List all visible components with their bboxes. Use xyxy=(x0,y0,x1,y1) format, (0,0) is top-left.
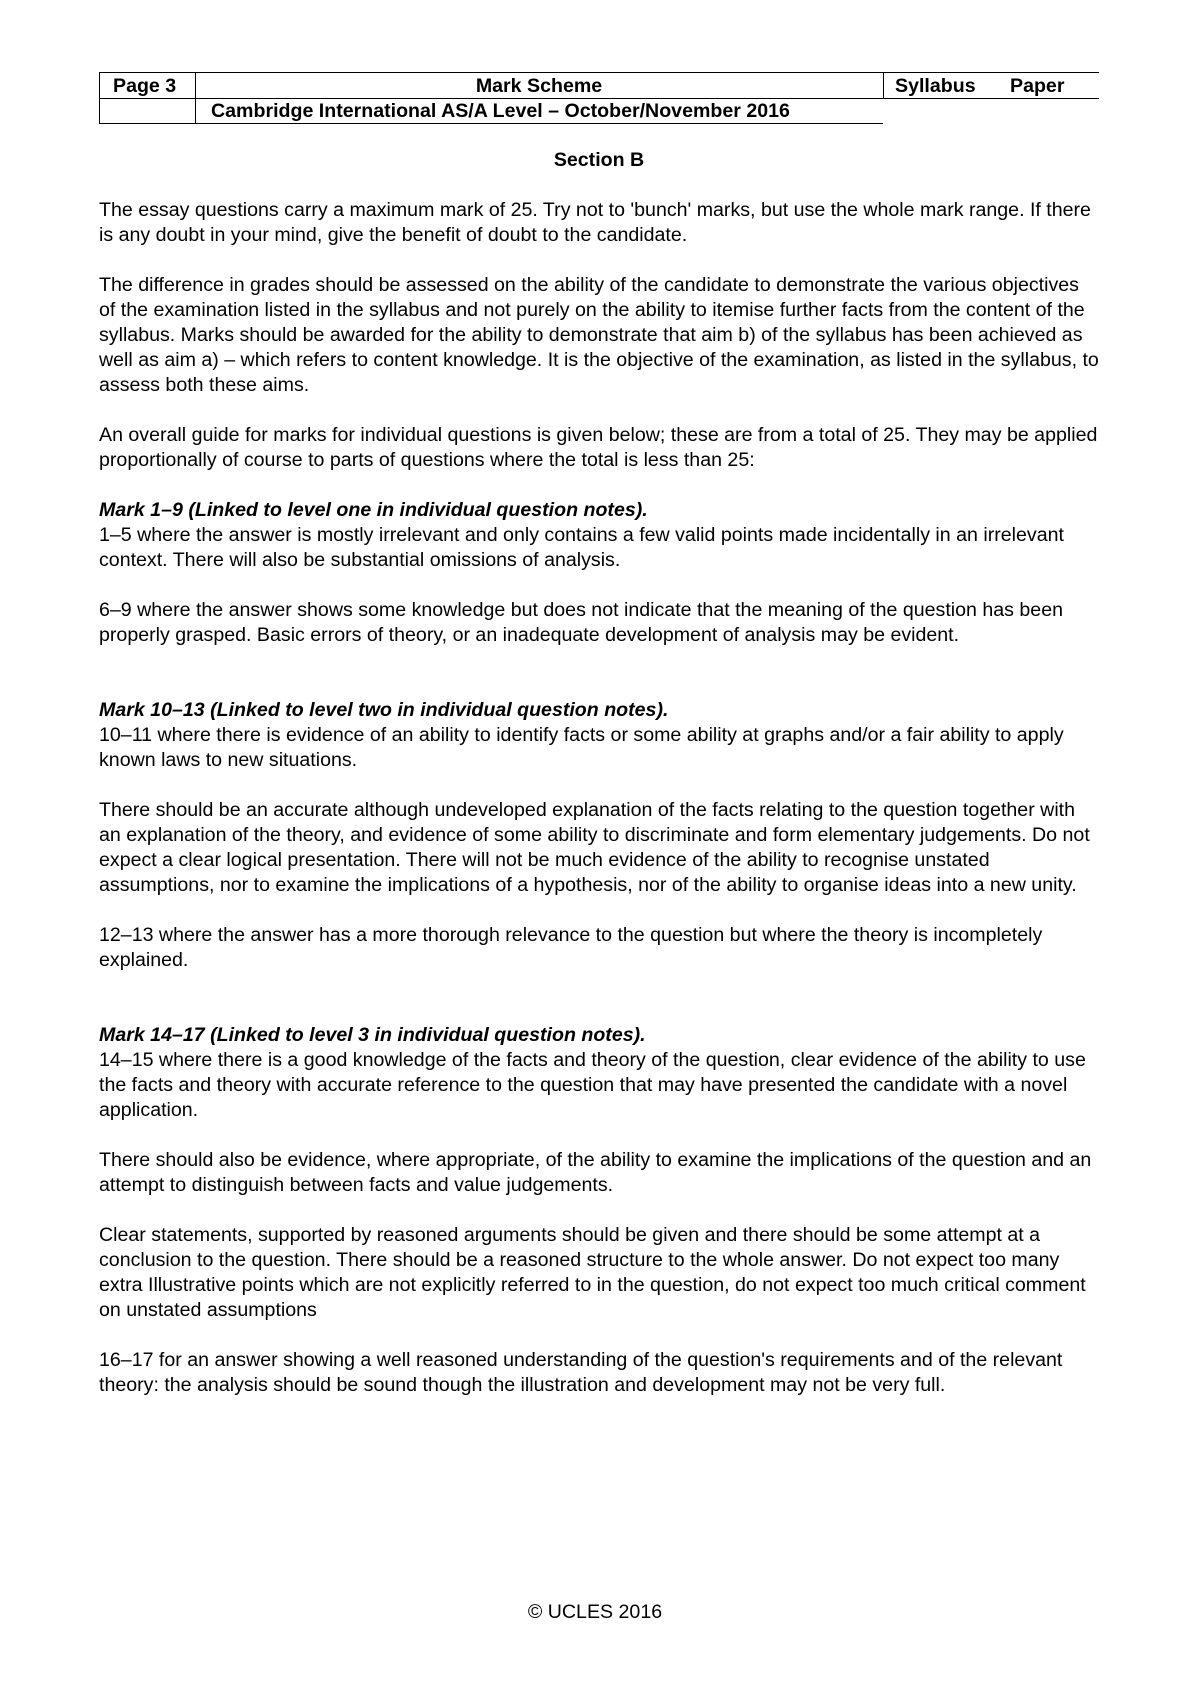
mark-band-paragraph: There should also be evidence, where appropriate, of the ability to examine the implications of the question and an attempt to distinguish between facts and value judgements. xyxy=(99,1149,1092,1196)
header-table xyxy=(99,72,1099,125)
mark-band-paragraph: 1–5 where the answer is mostly irrelevant and only contains a few valid points made incidentally in an irrelevant context. There will also be substantial omissions of analysis. xyxy=(99,524,1064,571)
mark-band-paragraph: Clear statements, supported by reasoned arguments should be given and there should be some attempt at a conclusion to the question. There should be a reasoned structure to the whole answer. Do not expect too many extra Illustrative points which are not explicitly referred to in the question, do not expect too much critical comment on unstated assumptions xyxy=(99,1224,1086,1321)
document-page xyxy=(99,72,1099,1398)
mark-band-heading: Mark 10–13 (Linked to level two in individual question notes). xyxy=(99,699,669,721)
section-title: Section B xyxy=(553,149,645,171)
mark-band-heading: Mark 14–17 (Linked to level 3 in individual question notes). xyxy=(99,1024,646,1046)
mark-band-paragraph: 12–13 where the answer has a more thorough relevance to the question but where the theory is incompletely explained. xyxy=(99,924,1043,971)
mark-band-paragraph: 14–15 where there is a good knowledge of the facts and theory of the question, clear evidence of the ability to use the facts and theory with accurate reference to the question that may have presented the candidate with a novel application. xyxy=(99,1049,1086,1121)
mark-band-paragraph: 10–11 where there is evidence of an ability to identify facts or some ability at graphs and/or a fair ability to apply known laws to new situations. xyxy=(99,724,1064,771)
mark-band-heading: Mark 1–9 (Linked to level one in individual question notes). xyxy=(99,499,648,521)
header-syllabus-label: Syllabus xyxy=(895,75,976,97)
page-footer: © UCLES 2016 xyxy=(527,1601,663,1623)
mark-band-paragraph: There should be an accurate although undeveloped explanation of the facts relating to the question together with an explanation of the theory, and evidence of some ability to discriminate and form elementary judgements. Do not expect a clear logical presentation. There will not be much evidence of the ability to recognise unstated assumptions, nor to examine the implications of a hypothesis, nor of the ability to organise ideas into a new unity. xyxy=(99,799,1090,896)
intro-paragraph-3: An overall guide for marks for individual questions is given below; these are from a total of 25. They may be applied proportionally of course to parts of questions where the total is less than 25: xyxy=(99,424,1098,471)
header-paper-label: Paper xyxy=(1010,75,1065,97)
header-subtitle: Cambridge International AS/A Level – October/November 2016 xyxy=(211,100,790,122)
mark-band-paragraph: 6–9 where the answer shows some knowledge but does not indicate that the meaning of the question has been properly grasped. Basic errors of theory, or an inadequate development of analysis may be evident. xyxy=(99,599,1063,646)
intro-paragraph-1: The essay questions carry a maximum mark of 25. Try not to 'bunch' marks, but use the whole mark range. If there is any doubt in your mind, give the benefit of doubt to the candidate. xyxy=(99,199,1091,246)
mark-band-paragraph: 16–17 for an answer showing a well reasoned understanding of the question's requirements and of the relevant theory: the analysis should be sound though the illustration and development may not be very full. xyxy=(99,1349,1063,1396)
header-title: Mark Scheme xyxy=(475,75,603,97)
header-page-label: Page 3 xyxy=(113,75,177,97)
intro-paragraph-2: The difference in grades should be assessed on the ability of the candidate to demonstrate the various objectives of the examination listed in the syllabus and not purely on the ability to itemise further facts from the content of the syllabus. Marks should be awarded for the ability to demonstrate that aim b) of the syllabus has been achieved as well as aim a) – which refers to content knowledge. It is the objective of the examination, as listed in the syllabus, to assess both these aims. xyxy=(99,274,1099,396)
